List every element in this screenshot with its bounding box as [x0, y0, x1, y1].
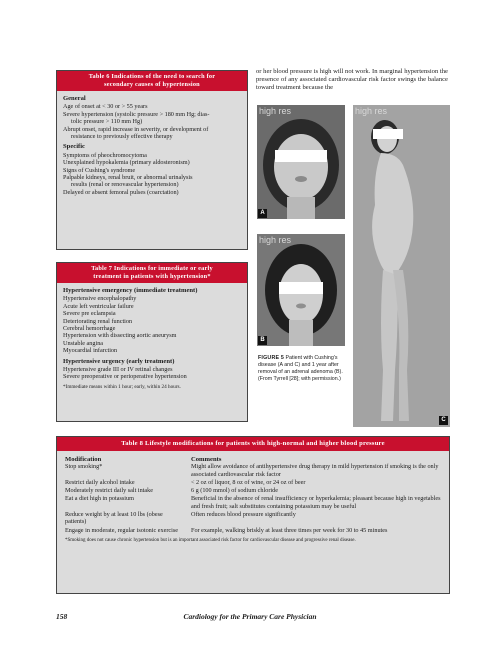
table-7-title-line1: Table 7 Indications for immediate or early [91, 265, 213, 272]
list-item: Hypertension with dissecting aortic aneurysm [63, 332, 177, 340]
list-item: tolic pressure > 110 mm Hg) [71, 118, 143, 126]
table-row-modification: Eat a diet high in potassium [65, 495, 134, 503]
table-6-title-line2: secondary causes of hypertension [104, 81, 200, 88]
photo-a-watermark: high res [259, 106, 292, 116]
photo-b-tag: B [258, 336, 267, 345]
table-row-comment: Often reduces blood pressure significantly [191, 511, 296, 519]
table-row-modification: Engage in moderate, regular isotonic exercise [65, 526, 179, 534]
table-7-urgency-heading: Hypertensive urgency (early treatment) [63, 357, 175, 365]
photo-a-portrait [257, 105, 345, 219]
list-item: Abrupt onset, rapid increase in severity, or development of [63, 125, 209, 133]
table-7-body [57, 283, 247, 393]
table-6-general-list [63, 103, 241, 140]
photo-a [257, 105, 345, 219]
list-item: Acute left ventricular failure [63, 302, 134, 310]
table-7-emergency-list [63, 295, 241, 354]
table-6-general-heading: General [63, 95, 86, 102]
table-7-note: *Immediate means within 1 hour; early, within 24 hours. [63, 383, 181, 390]
running-footer-title: Cardiology for the Primary Care Physician [183, 612, 317, 621]
list-item: resistance to previously effective therapy [71, 133, 173, 141]
figure-caption-text: Patient with Cushing's disease (A and C) and 1 year after removal of an adrenal adenoma (B). (From Tyrrell [28]; with permission.) [258, 355, 343, 382]
photo-c [353, 105, 450, 427]
table-7-title [57, 263, 247, 283]
table-7-emergency-heading: Hypertensive emergency (immediate treatment) [63, 287, 198, 294]
photo-c-eye-bar [373, 129, 403, 139]
figure-caption [258, 355, 344, 383]
list-item: Deteriorating renal function [63, 317, 133, 325]
table-8-col-comments: Comments [191, 456, 222, 463]
table-row-comment: < 2 oz of liquor, 8 oz of wine, or 24 oz of beer [191, 478, 306, 486]
photo-b-watermark: high res [259, 235, 292, 245]
photo-c-watermark: high res [355, 106, 388, 116]
list-item: Delayed or absent femoral pulses (coarctation) [63, 188, 179, 196]
list-item: Myocardial infarction [63, 347, 118, 355]
table-8-grid [57, 451, 449, 535]
photo-b [257, 234, 345, 346]
list-item: Hypertensive encephalopathy [63, 295, 137, 303]
photo-a-tag: A [258, 209, 267, 218]
table-row-modification: Reduce weight by at least 10 lbs (obese patients) [65, 511, 163, 526]
photo-c-full-body [353, 105, 450, 427]
list-item: Signs of Cushing's syndrome [63, 166, 136, 174]
table-6-title [57, 71, 247, 91]
list-item: Severe preoperative or perioperative hypertension [63, 373, 187, 381]
table-6-specific-list [63, 152, 241, 196]
photo-a-eye-bar [275, 150, 327, 162]
table-row-comment: Might allow avoidance of antihypertensive drug therapy in mild hypertension if smoking is the only associated cardiovascular risk factor [191, 463, 439, 478]
table-8-note: *Smoking does not cause chronic hypertension but is an important associated risk factor for cardiovascular disease and progressive renal disease. [65, 537, 356, 543]
list-item: Severe hypertension (systolic pressure > 180 mm Hg; dias- [63, 110, 210, 118]
table-row-modification: Restrict daily alcohol intake [65, 478, 135, 486]
table-7 [56, 262, 248, 422]
table-7-title-line2: treatment in patients with hypertension* [93, 273, 211, 280]
table-row-comment: Beneficial in the absence of renal insufficiency or hyperkalemia; pleasant because high in vegetables and fresh fruit; salt substitutes containing potassium may be useful [191, 495, 441, 510]
table-row-comment: For example, walking briskly at least three times per week for 30 to 45 minutes [191, 526, 388, 534]
table-6-specific-heading: Specific [63, 143, 85, 151]
list-item: Hypertensive grade III or IV retinal changes [63, 366, 173, 374]
table-8-col-modification: Modification [65, 456, 102, 463]
photo-b-eye-bar [279, 282, 323, 294]
body-text: or her blood pressure is high will not work. In marginal hypertension the presence of any associated cardiovascular risk factor swings the balance toward treatment because the [256, 68, 448, 92]
table-row-modification: Stop smoking* [65, 463, 103, 471]
list-item: Symptoms of pheochromocytoma [63, 151, 147, 159]
table-row-comment: 6 g (100 mmol) of sodium chloride [191, 487, 278, 495]
list-item: Unstable angina [63, 339, 104, 347]
figure-caption-lead: FIGURE 5 [258, 355, 285, 361]
page-number: 158 [56, 612, 68, 621]
table-8-title: Table 8 Lifestyle modifications for patients with high-normal and higher blood pressure [57, 437, 449, 451]
list-item: Age of onset at < 30 or > 55 years [63, 103, 148, 111]
table-8 [56, 436, 450, 594]
table-6-title-line1: Table 6 Indications of the need to search for [88, 73, 216, 80]
table-6-body [57, 91, 247, 199]
list-item: Palpable kidneys, renal bruit, or abnormal urinalysis [63, 174, 193, 182]
table-row-modification: Moderately restrict daily salt intake [65, 487, 153, 495]
list-item: Cerebral hemorrhage [63, 325, 116, 333]
photo-c-tag: C [439, 416, 448, 425]
table-7-urgency-list [63, 366, 241, 381]
list-item: results (renal or renovascular hypertension) [71, 181, 179, 189]
table-6 [56, 70, 248, 250]
list-item: Severe pre eclampsia [63, 310, 116, 318]
list-item: Unexplained hypokalemia (primary aldosteronism) [63, 159, 190, 167]
